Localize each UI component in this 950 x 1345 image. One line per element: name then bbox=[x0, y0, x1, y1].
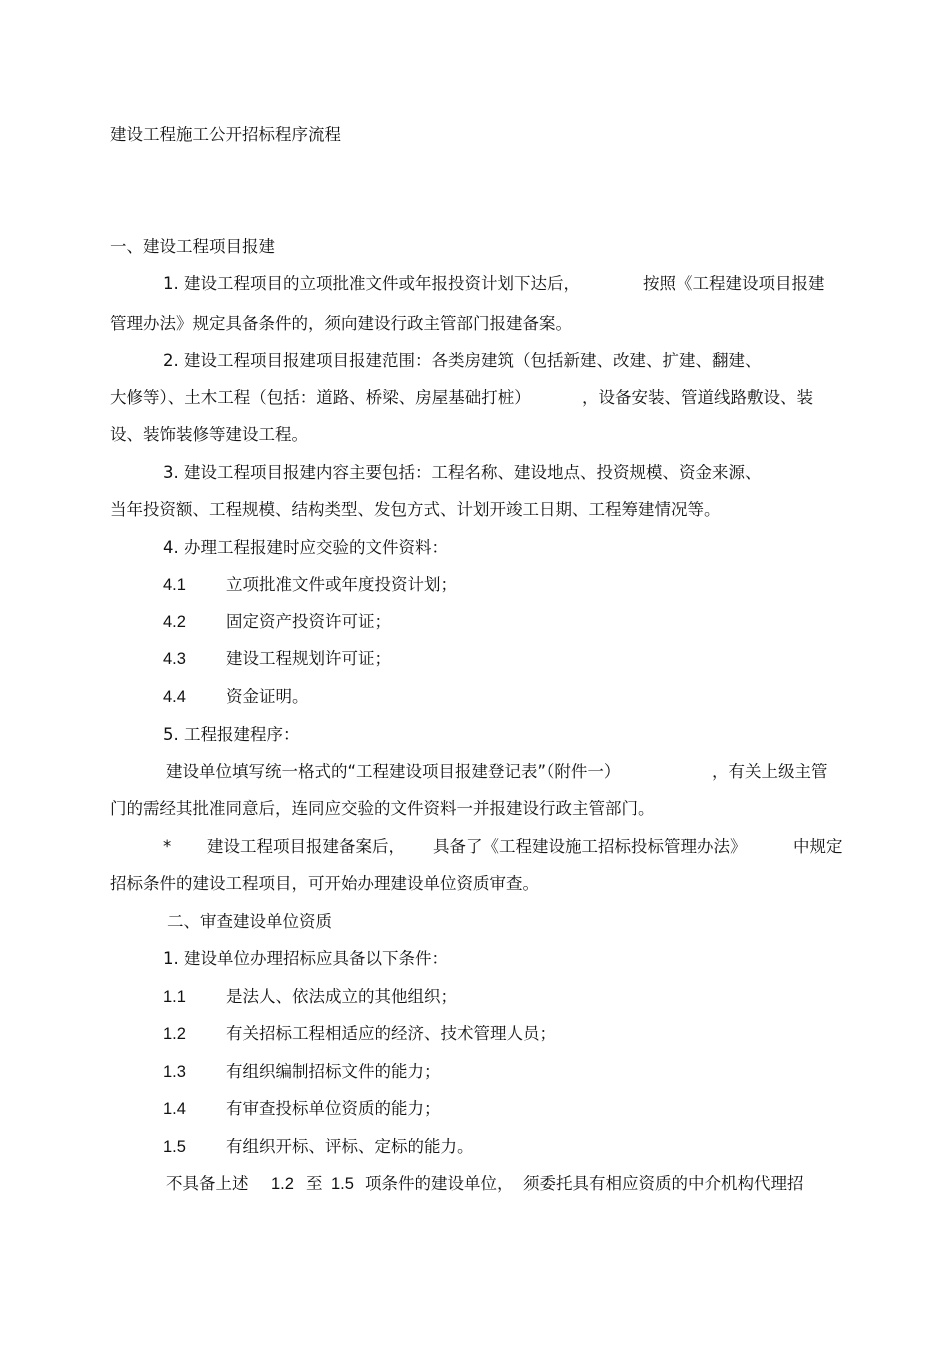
paragraph-1-line-2: 管理办法》规定具备条件的，须向建设行政主管部门报建备案。 bbox=[110, 314, 572, 333]
note-asterisk: * bbox=[163, 837, 172, 856]
list-item-number: 1.5 bbox=[163, 1138, 186, 1156]
paragraph-6-line-2: 门的需经其批准同意后，连同应交验的文件资料一并报建设行政主管部门。 bbox=[110, 799, 655, 818]
last-line-part-1: 不具备上述 bbox=[166, 1174, 249, 1193]
section-heading-2: 二、审查建设单位资质 bbox=[167, 912, 332, 931]
paragraph-4: 4. 办理工程报建时应交验的文件资料： bbox=[163, 538, 448, 557]
paragraph-1-line-1: 1. 建设工程项目的立项批准文件或年报投资计划下达后， bbox=[163, 274, 580, 293]
list-item-number: 4.3 bbox=[163, 650, 186, 668]
list-item-number: 1.1 bbox=[163, 988, 186, 1006]
paragraph-2-line-2: 大修等）、土木工程（包括：道路、桥梁、房屋基础打桩） bbox=[110, 388, 531, 407]
paragraph-2-line-1: 2. 建设工程项目报建项目报建范围：各类房建筑（包括新建、改建、扩建、翻建、 bbox=[163, 351, 762, 370]
paragraph-1-line-1-continued: 按照《工程建设项目报建 bbox=[643, 274, 825, 293]
list-item-number: 1.4 bbox=[163, 1100, 186, 1118]
list-item-text: 是法人、依法成立的其他组织； bbox=[226, 987, 457, 1006]
section-heading-1: 一、建设工程项目报建 bbox=[110, 237, 275, 256]
list-item-text: 有组织开标、评标、定标的能力。 bbox=[226, 1137, 474, 1156]
note-line-2: 招标条件的建设工程项目，可开始办理建设单位资质审查。 bbox=[110, 874, 539, 893]
list-item-number: 4.2 bbox=[163, 613, 186, 631]
paragraph-6-line-1-continued: ，有关上级主管 bbox=[712, 762, 828, 781]
list-item-number: 4.4 bbox=[163, 688, 186, 706]
list-item-text: 有组织编制招标文件的能力； bbox=[226, 1062, 441, 1081]
last-line-part-6: 须委托具有相应资质的中介机构代理招 bbox=[523, 1174, 804, 1193]
paragraph-2-line-2-continued: ，设备安装、管道线路敷设、装 bbox=[582, 388, 813, 407]
section-2-paragraph-1: 1. 建设单位办理招标应具备以下条件： bbox=[163, 949, 448, 968]
list-item-number: 1.2 bbox=[163, 1025, 186, 1043]
paragraph-2-line-3: 设、装饰装修等建设工程。 bbox=[110, 425, 308, 444]
list-item-number: 1.3 bbox=[163, 1063, 186, 1081]
list-item-text: 建设工程规划许可证； bbox=[226, 649, 391, 668]
list-item-number: 4.1 bbox=[163, 576, 186, 594]
list-item-text: 立项批准文件或年度投资计划； bbox=[226, 575, 457, 594]
paragraph-3-line-2: 当年投资额、工程规模、结构类型、发包方式、计划开竣工日期、工程筹建情况等。 bbox=[110, 500, 721, 519]
list-item-text: 有关招标工程相适应的经济、技术管理人员； bbox=[226, 1024, 556, 1043]
last-line-part-2: 1.2 bbox=[271, 1175, 294, 1193]
last-line-part-3: 至 bbox=[306, 1174, 323, 1193]
note-line-1-end: 中规定 bbox=[793, 837, 843, 856]
paragraph-3-line-1: 3. 建设工程项目报建内容主要包括：工程名称、建设地点、投资规模、资金来源、 bbox=[163, 463, 762, 482]
paragraph-5: 5. 工程报建程序： bbox=[163, 725, 300, 744]
last-line-part-5: 项条件的建设单位， bbox=[365, 1174, 514, 1193]
list-item-text: 资金证明。 bbox=[226, 687, 309, 706]
list-item-text: 有审查投标单位资质的能力； bbox=[226, 1099, 441, 1118]
paragraph-6-line-1: 建设单位填写统一格式的“工程建设项目报建登记表”（附件一） bbox=[166, 762, 621, 781]
note-line-1-middle: 具备了《工程建设施工招标投标管理办法》 bbox=[433, 837, 747, 856]
list-item-text: 固定资产投资许可证； bbox=[226, 612, 391, 631]
note-line-1: 建设工程项目报建备案后， bbox=[207, 837, 405, 856]
document-title: 建设工程施工公开招标程序流程 bbox=[110, 125, 341, 144]
last-line-part-4: 1.5 bbox=[331, 1175, 354, 1193]
